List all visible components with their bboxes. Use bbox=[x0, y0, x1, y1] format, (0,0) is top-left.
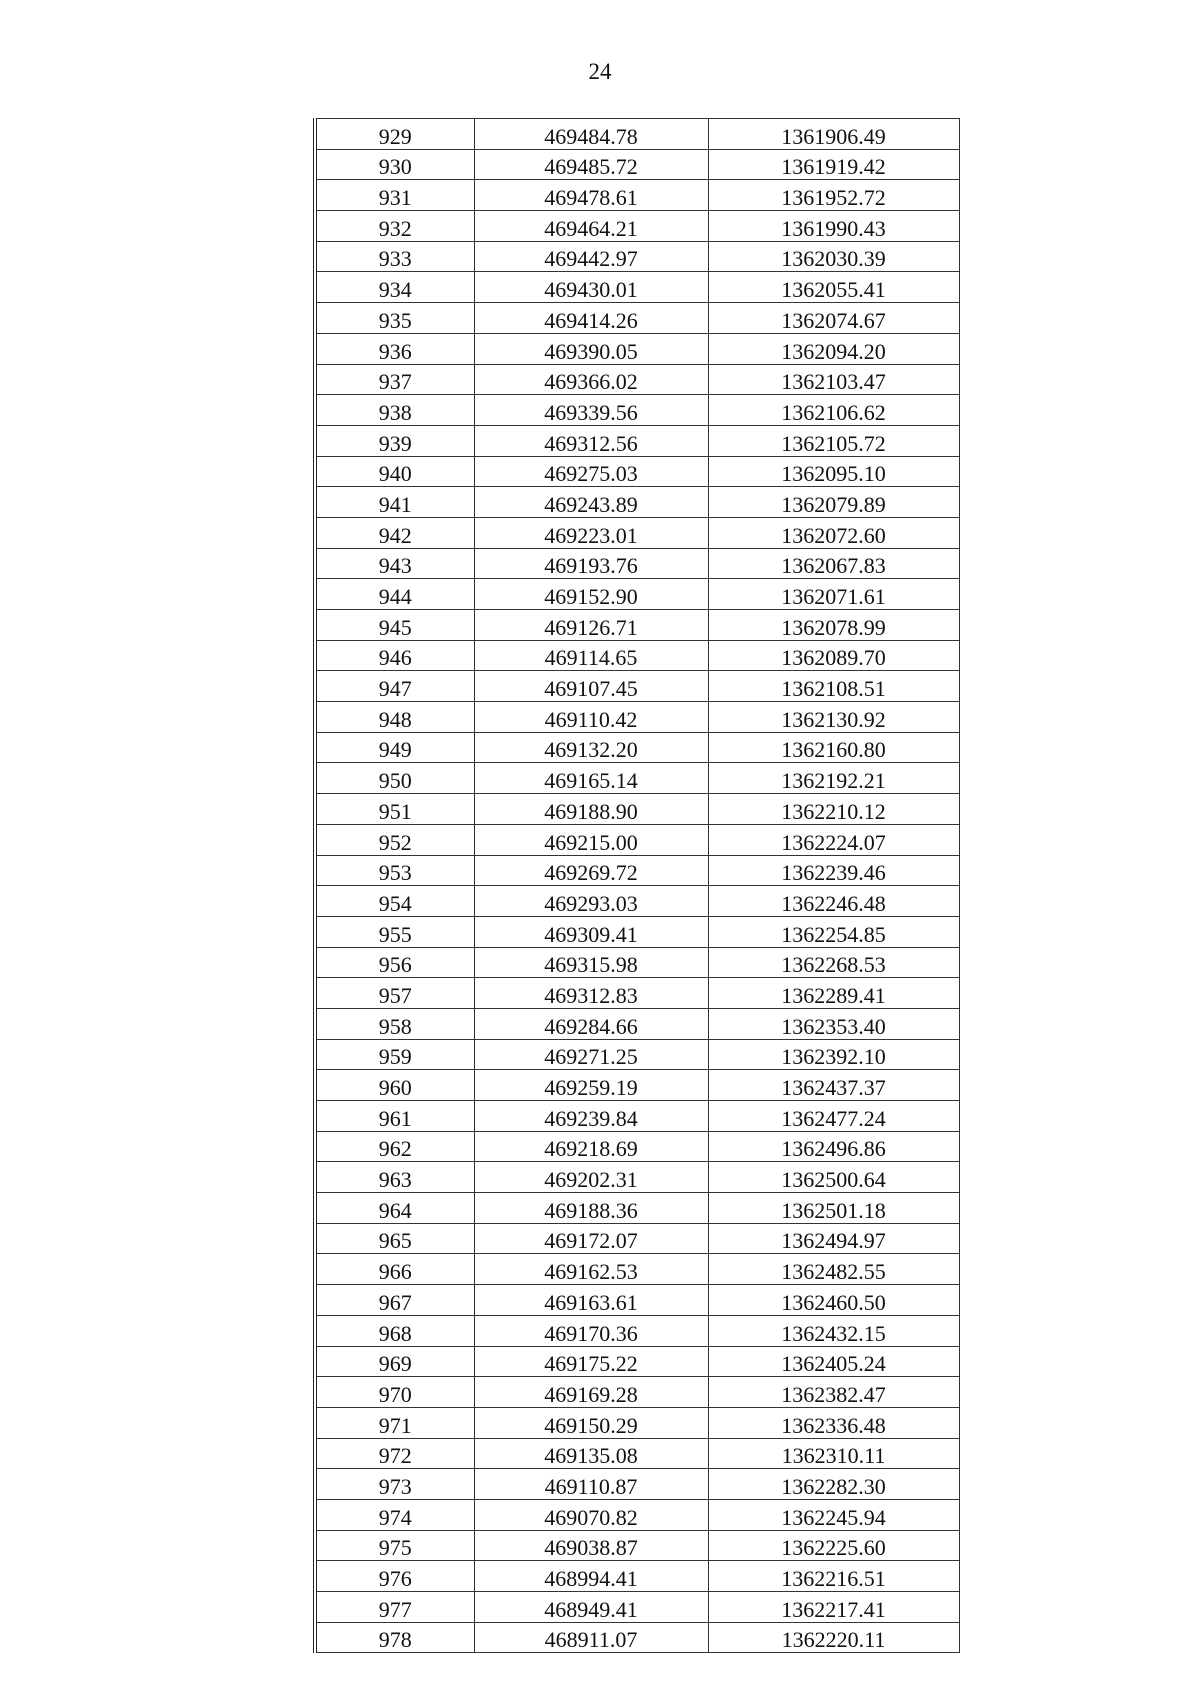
point-number-cell: 963 bbox=[315, 1162, 474, 1193]
point-number-cell: 958 bbox=[315, 1008, 474, 1039]
y-coordinate-cell: 1362055.41 bbox=[708, 272, 959, 303]
table-row bbox=[315, 395, 959, 426]
table-row bbox=[315, 180, 959, 211]
y-coordinate-cell: 1362105.72 bbox=[708, 425, 959, 456]
x-coordinate-cell: 469215.00 bbox=[474, 824, 708, 855]
table-row bbox=[315, 272, 959, 303]
x-coordinate-cell: 469110.87 bbox=[474, 1469, 708, 1500]
point-number-cell: 938 bbox=[315, 395, 474, 426]
table-row bbox=[315, 1469, 959, 1500]
y-coordinate-cell: 1362254.85 bbox=[708, 916, 959, 947]
x-coordinate-cell: 469188.36 bbox=[474, 1193, 708, 1224]
y-coordinate-cell: 1362477.24 bbox=[708, 1101, 959, 1132]
table-row bbox=[315, 1592, 959, 1623]
point-number-cell: 977 bbox=[315, 1592, 474, 1623]
table-row bbox=[315, 211, 959, 242]
x-coordinate-cell: 469485.72 bbox=[474, 149, 708, 180]
point-number-cell: 941 bbox=[315, 487, 474, 518]
point-number-cell: 951 bbox=[315, 794, 474, 825]
coordinates-table-body bbox=[315, 119, 959, 1653]
table-row bbox=[315, 456, 959, 487]
point-number-cell: 964 bbox=[315, 1193, 474, 1224]
coordinates-table bbox=[313, 118, 960, 1653]
x-coordinate-cell: 469135.08 bbox=[474, 1438, 708, 1469]
y-coordinate-cell: 1362310.11 bbox=[708, 1438, 959, 1469]
table-row bbox=[315, 1315, 959, 1346]
x-coordinate-cell: 469259.19 bbox=[474, 1070, 708, 1101]
x-coordinate-cell: 469172.07 bbox=[474, 1223, 708, 1254]
x-coordinate-cell: 469107.45 bbox=[474, 671, 708, 702]
table-row bbox=[315, 517, 959, 548]
table-row bbox=[315, 1285, 959, 1316]
x-coordinate-cell: 469414.26 bbox=[474, 303, 708, 334]
point-number-cell: 929 bbox=[315, 119, 474, 150]
y-coordinate-cell: 1362437.37 bbox=[708, 1070, 959, 1101]
y-coordinate-cell: 1362496.86 bbox=[708, 1131, 959, 1162]
point-number-cell: 972 bbox=[315, 1438, 474, 1469]
y-coordinate-cell: 1362071.61 bbox=[708, 579, 959, 610]
y-coordinate-cell: 1362210.12 bbox=[708, 794, 959, 825]
table-row bbox=[315, 1131, 959, 1162]
x-coordinate-cell: 469150.29 bbox=[474, 1407, 708, 1438]
x-coordinate-cell: 469239.84 bbox=[474, 1101, 708, 1132]
point-number-cell: 974 bbox=[315, 1499, 474, 1530]
table-row bbox=[315, 1008, 959, 1039]
x-coordinate-cell: 469218.69 bbox=[474, 1131, 708, 1162]
x-coordinate-cell: 468911.07 bbox=[474, 1622, 708, 1653]
x-coordinate-cell: 469070.82 bbox=[474, 1499, 708, 1530]
y-coordinate-cell: 1362220.11 bbox=[708, 1622, 959, 1653]
table-row bbox=[315, 579, 959, 610]
point-number-cell: 949 bbox=[315, 732, 474, 763]
x-coordinate-cell: 469315.98 bbox=[474, 947, 708, 978]
y-coordinate-cell: 1362103.47 bbox=[708, 364, 959, 395]
point-number-cell: 960 bbox=[315, 1070, 474, 1101]
y-coordinate-cell: 1362160.80 bbox=[708, 732, 959, 763]
table-row bbox=[315, 1346, 959, 1377]
y-coordinate-cell: 1361990.43 bbox=[708, 211, 959, 242]
x-coordinate-cell: 469309.41 bbox=[474, 916, 708, 947]
point-number-cell: 930 bbox=[315, 149, 474, 180]
x-coordinate-cell: 469293.03 bbox=[474, 886, 708, 917]
point-number-cell: 931 bbox=[315, 180, 474, 211]
point-number-cell: 953 bbox=[315, 855, 474, 886]
table-row bbox=[315, 1223, 959, 1254]
point-number-cell: 970 bbox=[315, 1377, 474, 1408]
y-coordinate-cell: 1362079.89 bbox=[708, 487, 959, 518]
point-number-cell: 975 bbox=[315, 1530, 474, 1561]
table-row bbox=[315, 364, 959, 395]
x-coordinate-cell: 469223.01 bbox=[474, 517, 708, 548]
y-coordinate-cell: 1362432.15 bbox=[708, 1315, 959, 1346]
y-coordinate-cell: 1362245.94 bbox=[708, 1499, 959, 1530]
x-coordinate-cell: 469478.61 bbox=[474, 180, 708, 211]
x-coordinate-cell: 469339.56 bbox=[474, 395, 708, 426]
table-row bbox=[315, 1438, 959, 1469]
table-row bbox=[315, 1101, 959, 1132]
table-row bbox=[315, 425, 959, 456]
point-number-cell: 966 bbox=[315, 1254, 474, 1285]
table-row bbox=[315, 886, 959, 917]
table-row bbox=[315, 671, 959, 702]
y-coordinate-cell: 1362224.07 bbox=[708, 824, 959, 855]
point-number-cell: 956 bbox=[315, 947, 474, 978]
y-coordinate-cell: 1362460.50 bbox=[708, 1285, 959, 1316]
y-coordinate-cell: 1362353.40 bbox=[708, 1008, 959, 1039]
table-row bbox=[315, 702, 959, 733]
y-coordinate-cell: 1362072.60 bbox=[708, 517, 959, 548]
table-row bbox=[315, 1499, 959, 1530]
point-number-cell: 969 bbox=[315, 1346, 474, 1377]
x-coordinate-cell: 469163.61 bbox=[474, 1285, 708, 1316]
x-coordinate-cell: 469484.78 bbox=[474, 119, 708, 150]
x-coordinate-cell: 469442.97 bbox=[474, 241, 708, 272]
x-coordinate-cell: 469110.42 bbox=[474, 702, 708, 733]
table-row bbox=[315, 333, 959, 364]
x-coordinate-cell: 469275.03 bbox=[474, 456, 708, 487]
table-row bbox=[315, 855, 959, 886]
y-coordinate-cell: 1362246.48 bbox=[708, 886, 959, 917]
table-row bbox=[315, 1254, 959, 1285]
x-coordinate-cell: 469202.31 bbox=[474, 1162, 708, 1193]
x-coordinate-cell: 469038.87 bbox=[474, 1530, 708, 1561]
point-number-cell: 959 bbox=[315, 1039, 474, 1070]
y-coordinate-cell: 1362106.62 bbox=[708, 395, 959, 426]
table-row bbox=[315, 640, 959, 671]
point-number-cell: 957 bbox=[315, 978, 474, 1009]
point-number-cell: 971 bbox=[315, 1407, 474, 1438]
point-number-cell: 947 bbox=[315, 671, 474, 702]
point-number-cell: 933 bbox=[315, 241, 474, 272]
x-coordinate-cell: 469430.01 bbox=[474, 272, 708, 303]
y-coordinate-cell: 1362089.70 bbox=[708, 640, 959, 671]
table-row bbox=[315, 487, 959, 518]
table-row bbox=[315, 1070, 959, 1101]
point-number-cell: 962 bbox=[315, 1131, 474, 1162]
y-coordinate-cell: 1362192.21 bbox=[708, 763, 959, 794]
table-row bbox=[315, 241, 959, 272]
y-coordinate-cell: 1362216.51 bbox=[708, 1561, 959, 1592]
point-number-cell: 937 bbox=[315, 364, 474, 395]
y-coordinate-cell: 1362500.64 bbox=[708, 1162, 959, 1193]
point-number-cell: 934 bbox=[315, 272, 474, 303]
x-coordinate-cell: 468949.41 bbox=[474, 1592, 708, 1623]
table-row bbox=[315, 824, 959, 855]
table-row bbox=[315, 1039, 959, 1070]
table-row bbox=[315, 303, 959, 334]
y-coordinate-cell: 1362078.99 bbox=[708, 610, 959, 641]
point-number-cell: 942 bbox=[315, 517, 474, 548]
point-number-cell: 943 bbox=[315, 548, 474, 579]
point-number-cell: 967 bbox=[315, 1285, 474, 1316]
y-coordinate-cell: 1362108.51 bbox=[708, 671, 959, 702]
y-coordinate-cell: 1362067.83 bbox=[708, 548, 959, 579]
y-coordinate-cell: 1362405.24 bbox=[708, 1346, 959, 1377]
point-number-cell: 936 bbox=[315, 333, 474, 364]
y-coordinate-cell: 1362289.41 bbox=[708, 978, 959, 1009]
x-coordinate-cell: 469271.25 bbox=[474, 1039, 708, 1070]
point-number-cell: 961 bbox=[315, 1101, 474, 1132]
y-coordinate-cell: 1362074.67 bbox=[708, 303, 959, 334]
y-coordinate-cell: 1362225.60 bbox=[708, 1530, 959, 1561]
x-coordinate-cell: 469243.89 bbox=[474, 487, 708, 518]
x-coordinate-cell: 469390.05 bbox=[474, 333, 708, 364]
y-coordinate-cell: 1361919.42 bbox=[708, 149, 959, 180]
y-coordinate-cell: 1362392.10 bbox=[708, 1039, 959, 1070]
x-coordinate-cell: 469312.56 bbox=[474, 425, 708, 456]
point-number-cell: 944 bbox=[315, 579, 474, 610]
y-coordinate-cell: 1362239.46 bbox=[708, 855, 959, 886]
point-number-cell: 968 bbox=[315, 1315, 474, 1346]
y-coordinate-cell: 1362130.92 bbox=[708, 702, 959, 733]
page-number: 24 bbox=[588, 59, 612, 84]
table-row bbox=[315, 548, 959, 579]
point-number-cell: 950 bbox=[315, 763, 474, 794]
table-row bbox=[315, 149, 959, 180]
y-coordinate-cell: 1361906.49 bbox=[708, 119, 959, 150]
y-coordinate-cell: 1362282.30 bbox=[708, 1469, 959, 1500]
y-coordinate-cell: 1362094.20 bbox=[708, 333, 959, 364]
point-number-cell: 978 bbox=[315, 1622, 474, 1653]
x-coordinate-cell: 469464.21 bbox=[474, 211, 708, 242]
x-coordinate-cell: 469269.72 bbox=[474, 855, 708, 886]
x-coordinate-cell: 469312.83 bbox=[474, 978, 708, 1009]
y-coordinate-cell: 1361952.72 bbox=[708, 180, 959, 211]
x-coordinate-cell: 469169.28 bbox=[474, 1377, 708, 1408]
table-row bbox=[315, 1162, 959, 1193]
x-coordinate-cell: 468994.41 bbox=[474, 1561, 708, 1592]
table-row bbox=[315, 978, 959, 1009]
table-row bbox=[315, 1561, 959, 1592]
y-coordinate-cell: 1362501.18 bbox=[708, 1193, 959, 1224]
x-coordinate-cell: 469366.02 bbox=[474, 364, 708, 395]
x-coordinate-cell: 469284.66 bbox=[474, 1008, 708, 1039]
x-coordinate-cell: 469132.20 bbox=[474, 732, 708, 763]
table-row bbox=[315, 947, 959, 978]
x-coordinate-cell: 469152.90 bbox=[474, 579, 708, 610]
point-number-cell: 935 bbox=[315, 303, 474, 334]
x-coordinate-cell: 469126.71 bbox=[474, 610, 708, 641]
point-number-cell: 965 bbox=[315, 1223, 474, 1254]
table-row bbox=[315, 916, 959, 947]
x-coordinate-cell: 469162.53 bbox=[474, 1254, 708, 1285]
y-coordinate-cell: 1362336.48 bbox=[708, 1407, 959, 1438]
point-number-cell: 945 bbox=[315, 610, 474, 641]
x-coordinate-cell: 469193.76 bbox=[474, 548, 708, 579]
y-coordinate-cell: 1362482.55 bbox=[708, 1254, 959, 1285]
x-coordinate-cell: 469165.14 bbox=[474, 763, 708, 794]
point-number-cell: 939 bbox=[315, 425, 474, 456]
x-coordinate-cell: 469188.90 bbox=[474, 794, 708, 825]
point-number-cell: 946 bbox=[315, 640, 474, 671]
table-row bbox=[315, 794, 959, 825]
point-number-cell: 932 bbox=[315, 211, 474, 242]
table-row bbox=[315, 1622, 959, 1653]
table-row bbox=[315, 119, 959, 150]
y-coordinate-cell: 1362268.53 bbox=[708, 947, 959, 978]
point-number-cell: 948 bbox=[315, 702, 474, 733]
table-row bbox=[315, 1377, 959, 1408]
point-number-cell: 952 bbox=[315, 824, 474, 855]
table-row bbox=[315, 1193, 959, 1224]
table-row bbox=[315, 763, 959, 794]
table-row bbox=[315, 610, 959, 641]
x-coordinate-cell: 469175.22 bbox=[474, 1346, 708, 1377]
point-number-cell: 954 bbox=[315, 886, 474, 917]
x-coordinate-cell: 469170.36 bbox=[474, 1315, 708, 1346]
y-coordinate-cell: 1362095.10 bbox=[708, 456, 959, 487]
y-coordinate-cell: 1362382.47 bbox=[708, 1377, 959, 1408]
y-coordinate-cell: 1362030.39 bbox=[708, 241, 959, 272]
y-coordinate-cell: 1362217.41 bbox=[708, 1592, 959, 1623]
point-number-cell: 955 bbox=[315, 916, 474, 947]
x-coordinate-cell: 469114.65 bbox=[474, 640, 708, 671]
table-row bbox=[315, 1407, 959, 1438]
point-number-cell: 976 bbox=[315, 1561, 474, 1592]
table-row bbox=[315, 1530, 959, 1561]
point-number-cell: 940 bbox=[315, 456, 474, 487]
point-number-cell: 973 bbox=[315, 1469, 474, 1500]
y-coordinate-cell: 1362494.97 bbox=[708, 1223, 959, 1254]
table-row bbox=[315, 732, 959, 763]
